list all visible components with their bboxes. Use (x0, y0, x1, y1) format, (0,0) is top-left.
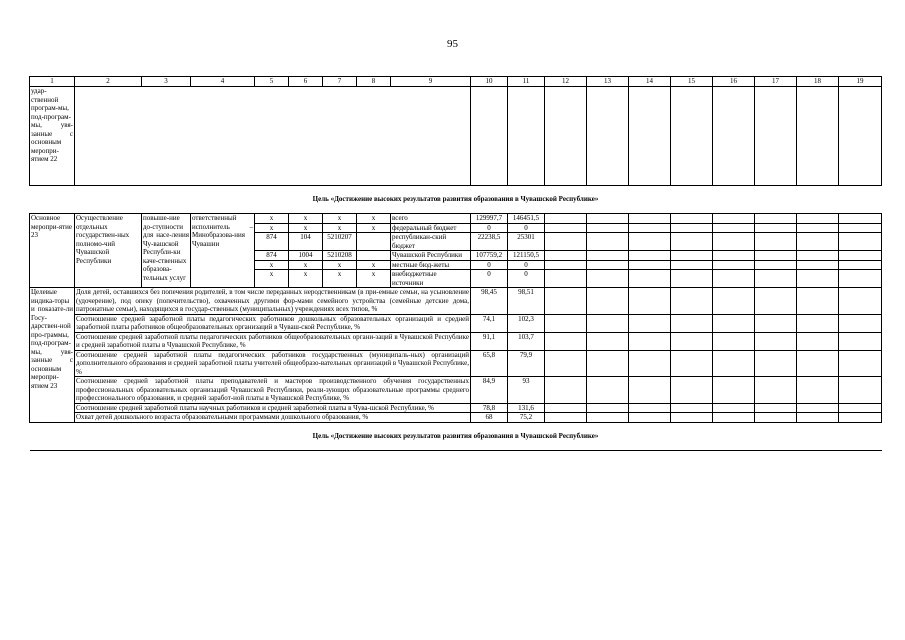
header-cell: 15 (671, 77, 713, 87)
goal-row-2 (30, 422, 882, 450)
cell: x (357, 223, 391, 233)
cell: 5210208 (323, 251, 357, 261)
indicator-text: Доля детей, оставшихся без попечения родителей, в том числе переданных неродственникам (в при-емные семьи, на усыновление (удочерение), под опеку (попечительство), охваченных другими фор-мами семейного устройства (семейные детские дома, патронатные семьи), находящихся в государ-ственных (муниципальных) учреждениях всех типов, % (76, 288, 469, 313)
header-cell: 16 (713, 77, 755, 87)
header-row (30, 77, 882, 87)
indicator-value-2019: 74,1 (471, 314, 508, 332)
funding-source: федеральный бюджет (391, 223, 471, 233)
prev-indicators-label: удар-ственной програм-мы, под-програм-мы, увя-занные с основным меропри-ятием 22 (30, 87, 75, 186)
indicator-text: Соотношение средней заработной платы педагогических работников общеобразовательных органи-заций в Чувашской Республике и средней заработной платы в Чувашской Республике, % (76, 332, 469, 349)
header-cell: 14 (629, 77, 671, 87)
value-2020: 121150,5 (508, 251, 545, 261)
value-2019: 107759,2 (471, 251, 508, 261)
indicator-value-2020: 93 (508, 377, 545, 404)
cell: x (289, 270, 323, 288)
header-cell: 5 (255, 77, 289, 87)
cell: x (255, 260, 289, 270)
cell: x (289, 260, 323, 270)
indicator-value-2019: 78,8 (471, 403, 508, 413)
header-cell: 2 (75, 77, 142, 87)
indicator-text: Соотношение средней заработной платы педагогических работников дошкольных образовательных организаций и средней заработной платы работников общеобразовательных организаций в Чуваш-ской Республике, % (76, 314, 469, 331)
value-2019: 0 (471, 270, 508, 288)
cell: x (289, 214, 323, 224)
value-2019: 0 (471, 260, 508, 270)
header-cell: 18 (797, 77, 839, 87)
cell: x (255, 270, 289, 288)
header-cell: 8 (357, 77, 391, 87)
indicator-value-2019: 68 (471, 413, 508, 423)
header-cell: 11 (508, 77, 545, 87)
indicator-row (30, 350, 882, 377)
goal-heading-2: Цель «Достижение высоких результатов развития образования в Чувашской Республике» (30, 422, 882, 450)
indicator-row (30, 403, 882, 413)
cell: 874 (255, 251, 289, 261)
cell: x (255, 214, 289, 224)
cell: x (323, 223, 357, 233)
indicator-value-2019: 65,8 (471, 350, 508, 377)
indicator-row (30, 314, 882, 332)
header-cell: 7 (323, 77, 357, 87)
indicators-label: Целевые индика-торы и показате-ли Госу-дарствен-ной про-граммы, под-програм-мы, увя-занные с основным меропри-ятием 23 (30, 288, 75, 423)
indicator-value-2020: 131,6 (508, 403, 545, 413)
page-number: 95 (447, 38, 458, 50)
indicator-value-2020: 103,7 (508, 332, 545, 350)
indicator-text: Соотношение средней заработной платы научных работников и средней заработной платы в Чува-шской Республике, % (75, 403, 471, 413)
indicator-row (30, 332, 882, 350)
header-cell: 6 (289, 77, 323, 87)
indicator-value-2020: 98,51 (508, 288, 545, 315)
indicator-value-2020: 75,2 (508, 413, 545, 423)
header-cell: 9 (391, 77, 471, 87)
cell: x (357, 270, 391, 288)
value-2020: 0 (508, 260, 545, 270)
indicator-row (30, 413, 882, 423)
header-cell: 4 (191, 77, 255, 87)
cell: 104 (289, 233, 323, 251)
indicator-text: Соотношение средней заработной платы преподавателей и мастеров производственного обучения государственных профессиональных образовательных организаций Чувашской Республики, реали-зующих образовательные программы среднего профессионального образования, и средней заработ-ной платы в Чувашской Республике, % (76, 377, 469, 402)
cell: x (289, 223, 323, 233)
value-2019: 0 (471, 223, 508, 233)
cell: 874 (255, 233, 289, 251)
indicator-value-2020: 102,3 (508, 314, 545, 332)
value-2019: 22238,5 (471, 233, 508, 251)
funding-source: внебюджетные источники (391, 270, 471, 288)
event-row-total (30, 214, 882, 224)
cell: 5210207 (323, 233, 357, 251)
event-number: Основное меропри-ятие 23 (30, 214, 75, 288)
value-2020: 0 (508, 270, 545, 288)
cell: 1004 (289, 251, 323, 261)
funding-source: республикан-ский бюджет (391, 233, 471, 251)
indicator-value-2019: 91,1 (471, 332, 508, 350)
funding-source: местные бюд-жеты (391, 260, 471, 270)
header-cell: 3 (142, 77, 191, 87)
indicator-text: Соотношение средней заработной платы педагогических работников государственных (муниципаль-ных) организаций дополнительного образования и средней заработной платы учителей общеобразо-вательных организаций в Чувашской Республике, % (76, 350, 469, 376)
prev-indicators-row (30, 87, 882, 186)
indicator-row (30, 288, 882, 315)
cell: x (357, 260, 391, 270)
funding-source: Чувашской Республики (391, 251, 471, 261)
program-table (29, 76, 882, 451)
value-2020: 25301 (508, 233, 545, 251)
cell: x (255, 223, 289, 233)
cell: x (323, 214, 357, 224)
header-cell: 1 (30, 77, 75, 87)
indicator-value-2019: 98,45 (471, 288, 508, 315)
indicator-row (30, 377, 882, 404)
indicator-value-2019: 84,9 (471, 377, 508, 404)
header-cell: 10 (471, 77, 508, 87)
value-2019: 129997,7 (471, 214, 508, 224)
event-executor: ответственный исполнитель – Минобразова-ния Чувашии (191, 214, 255, 288)
value-2020: 0 (508, 223, 545, 233)
header-cell: 19 (839, 77, 882, 87)
indicator-text: Охват детей дошкольного возраста образовательными программами дошкольного образования, % (75, 413, 471, 423)
event-title: Осуществление отдельных государствен-ных полномо-чий Чувашской Республики (75, 214, 142, 288)
header-cell: 13 (587, 77, 629, 87)
indicator-value-2020: 79,9 (508, 350, 545, 377)
cell (357, 251, 391, 261)
cell (357, 233, 391, 251)
header-cell: 12 (545, 77, 587, 87)
cell: x (323, 270, 357, 288)
event-goal: повыше-ние до-ступности для насе-ления Чу-вашской Республи-ки каче-ственных образова-тельных услуг (142, 214, 191, 288)
funding-source: всего (391, 214, 471, 224)
cell: x (323, 260, 357, 270)
value-2020: 146451,5 (508, 214, 545, 224)
header-cell: 17 (755, 77, 797, 87)
goal-row (30, 186, 882, 214)
goal-heading: Цель «Достижение высоких результатов развития образования в Чувашской Республике» (30, 186, 882, 214)
cell: x (357, 214, 391, 224)
